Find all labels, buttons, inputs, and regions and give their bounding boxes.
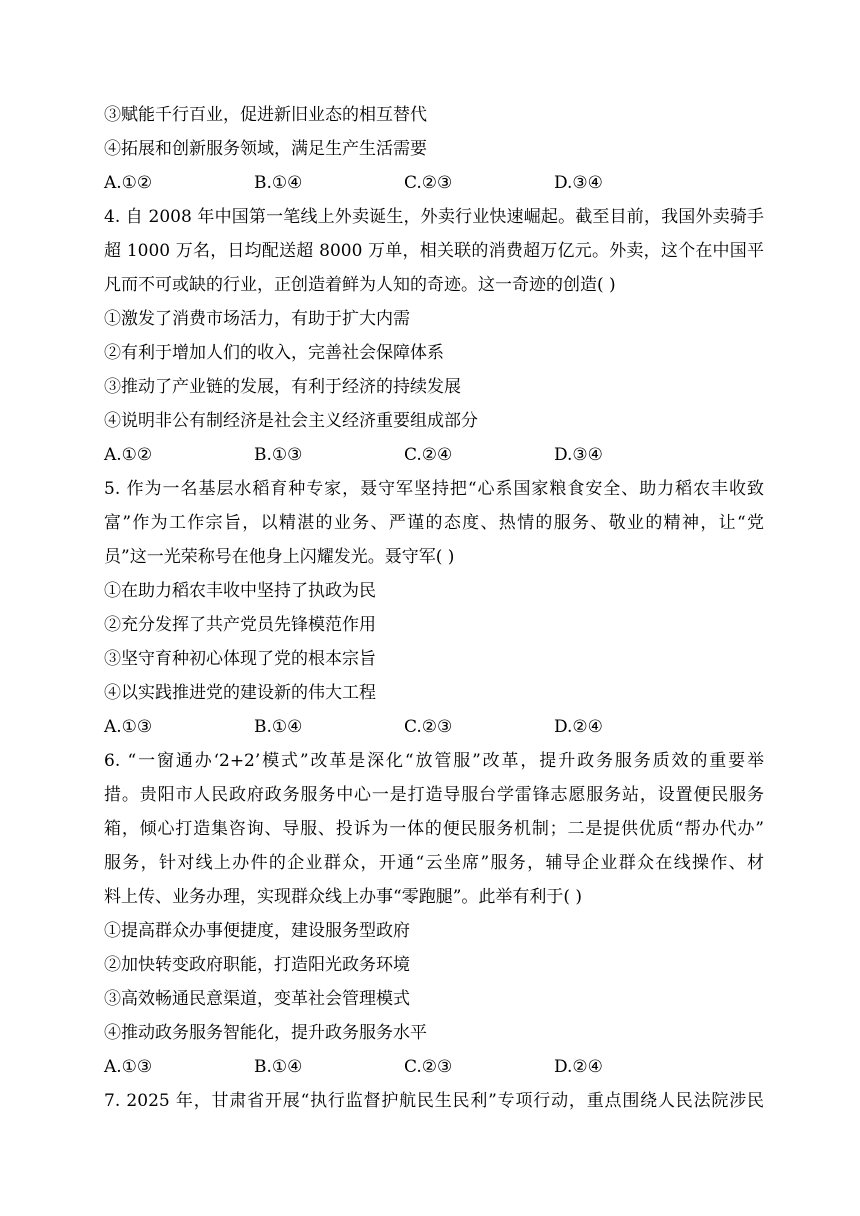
statement-2: ②有利于增加人们的收入，完善社会保障体系 (104, 343, 444, 363)
answer-options (104, 443, 764, 467)
answer-options (104, 171, 764, 195)
statement-3: ③高效畅通民意渠道，变革社会管理模式 (104, 989, 410, 1009)
option-c: C.②③ (404, 173, 453, 193)
question-6-stem-line: 箱，倾心打造集咨询、导服、投诉为一体的便民服务机制；二是提供优质“帮办代办” (104, 819, 764, 839)
question-5-stem-line: 富”作为工作宗旨，以精湛的业务、严谨的态度、热情的服务、敬业的精神，让“党 (104, 513, 764, 533)
option-b: B.①④ (254, 717, 303, 737)
statement-3: ③坚守育种初心体现了党的根本宗旨 (104, 649, 376, 669)
question-4-stem-line: 超 1000 万名，日均配送超 8000 万单，相关联的消费超万亿元。外卖，这个在中国平 (104, 241, 764, 261)
option-a: A.①② (104, 445, 153, 465)
option-d: D.③④ (554, 445, 603, 465)
answer-options (104, 1055, 764, 1079)
question-4-stem-line: 凡而不可或缺的行业，正创造着鲜为人知的奇迹。这一奇迹的创造( ) (104, 275, 616, 295)
statement-3: ③赋能千行百业，促进新旧业态的相互替代 (104, 105, 427, 125)
question-5-stem-line: 员”这一光荣称号在他身上闪耀发光。聂守军( ) (104, 547, 455, 567)
option-c: C.②③ (404, 717, 453, 737)
option-d: D.③④ (554, 173, 603, 193)
option-a: A.①③ (104, 717, 153, 737)
option-d: D.②④ (554, 717, 603, 737)
statement-1: ①在助力稻农丰收中坚持了执政为民 (104, 581, 376, 601)
statement-1: ①激发了消费市场活力，有助于扩大内需 (104, 309, 410, 329)
question-6-stem-line: 6. “一窗通办‘2+2’模式”改革是深化“放管服”改革，提升政务服务质效的重要举 (104, 751, 764, 771)
option-c: C.②③ (404, 1057, 453, 1077)
option-b: B.①④ (254, 173, 303, 193)
question-5-stem-line: 5. 作为一名基层水稻育种专家，聂守军坚持把“心系国家粮食安全、助力稻农丰收致 (104, 479, 764, 499)
statement-1: ①提高群众办事便捷度，建设服务型政府 (104, 921, 410, 941)
question-6-stem-line: 服务，针对线上办件的企业群众，开通“云坐席”服务，辅导企业群众在线操作、材 (104, 853, 764, 873)
statement-3: ③推动了产业链的发展，有利于经济的持续发展 (104, 377, 461, 397)
statement-4: ④说明非公有制经济是社会主义经济重要组成部分 (104, 411, 478, 431)
question-6-stem-line: 措。贵阳市人民政府政务服务中心一是打造导服台学雷锋志愿服务站，设置便民服务 (104, 785, 764, 805)
question-6-stem-line: 料上传、业务办理，实现群众线上办事“零跑腿”。此举有利于( ) (104, 887, 583, 907)
answer-options (104, 715, 764, 739)
option-d: D.②④ (554, 1057, 603, 1077)
option-b: B.①④ (254, 1057, 303, 1077)
question-7-stem-line: 7. 2025 年，甘肃省开展“执行监督护航民生民利”专项行动，重点围绕人民法院涉民 (104, 1091, 764, 1111)
question-4-stem-line: 4. 自 2008 年中国第一笔线上外卖诞生，外卖行业快速崛起。截至目前，我国外卖骑手 (104, 207, 764, 227)
statement-2: ②加快转变政府职能，打造阳光政务环境 (104, 955, 410, 975)
statement-4: ④推动政务服务智能化，提升政务服务水平 (104, 1023, 427, 1043)
option-a: A.①② (104, 173, 153, 193)
option-a: A.①③ (104, 1057, 153, 1077)
statement-4: ④拓展和创新服务领域，满足生产生活需要 (104, 139, 427, 159)
option-b: B.①③ (254, 445, 303, 465)
statement-2: ②充分发挥了共产党员先锋模范作用 (104, 615, 376, 635)
statement-4: ④以实践推进党的建设新的伟大工程 (104, 683, 376, 703)
option-c: C.②④ (404, 445, 453, 465)
